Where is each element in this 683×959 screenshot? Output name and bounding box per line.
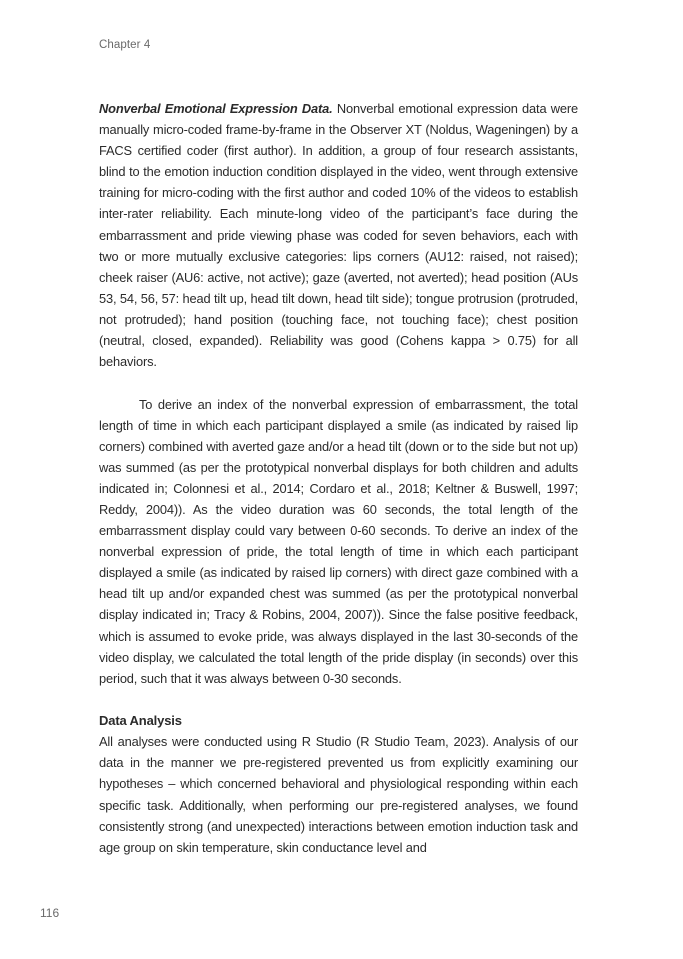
page-number: 116 (40, 906, 60, 920)
run-in-heading: Nonverbal Emotional Expression Data. (99, 101, 333, 116)
paragraph-text: Nonverbal emotional expression data were manually micro-coded frame-by-frame in the Observer XT (Noldus, Wageningen) by a FACS certified coder (first author). In addition, a group of four research assistants, blind to the emotion induction condition displayed in the video, went through extensive training for micro-coding with the first author and coded 10% of the videos to establish inter-rater reliability. Each minute-long video of the participant’s face during the embarrassment and pride viewing phase was coded for seven behaviors, each with two or more mutually exclusive categories: lips corners (AU12: raised, not raised); cheek raiser (AU6: active, not active); gaze (averted, not averted); head position (AUs 53, 54, 56, 57: head tilt up, head tilt down, head tilt side); tongue protrusion (protruded, not protruded); hand position (touching face, not touching face); chest position (neutral, closed, expanded). Reliability was good (Cohens kappa > 0.75) for all behaviors. (99, 101, 579, 370)
body-text (99, 98, 578, 858)
paragraph-index-derivation: To derive an index of the nonverbal expression of embarrassment, the total length of time in which each participant displayed a smile (as indicated by raised lip corners) combined with averted gaze and/or a head tilt (down or to the side but not up) was summed (as per the prototypical nonverbal displays for both children and adults indicated in; Colonnesi et al., 2014; Cordaro et al., 2018; Keltner & Buswell, 1997; Reddy, 2004)). As the video duration was 60 seconds, the total length of the embarrassment display could vary between 0-60 seconds. To derive an index of the nonverbal expression of pride, the total length of time in which each participant displayed a smile (as indicated by raised lip corners) with direct gaze combined with a head tilt up and/or expanded chest was summed (as per the prototypical nonverbal display indicated in; Tracy & Robins, 2004, 2007)). Since the false positive feedback, which is assumed to evoke pride, was always displayed in the last 30-seconds of the video display, we calculated the total length of the pride display (in seconds) over this period, such that it was always between 0-30 seconds. (99, 396, 578, 686)
running-head-chapter: Chapter 4 (99, 39, 151, 51)
section-heading-data-analysis: Data Analysis (99, 713, 182, 729)
paragraph-nonverbal-data (99, 98, 578, 372)
paragraph-data-analysis: All analyses were conducted using R Studio (R Studio Team, 2023). Analysis of our data in the manner we pre-registered prevented us from explicitly examining our hypotheses – which concerned behavioral and physiological responding within each specific task. Additionally, when performing our pre-registered analyses, we found consistently strong (and unexpected) interactions between emotion induction task and age group on skin temperature, skin conductance level and (99, 734, 578, 855)
